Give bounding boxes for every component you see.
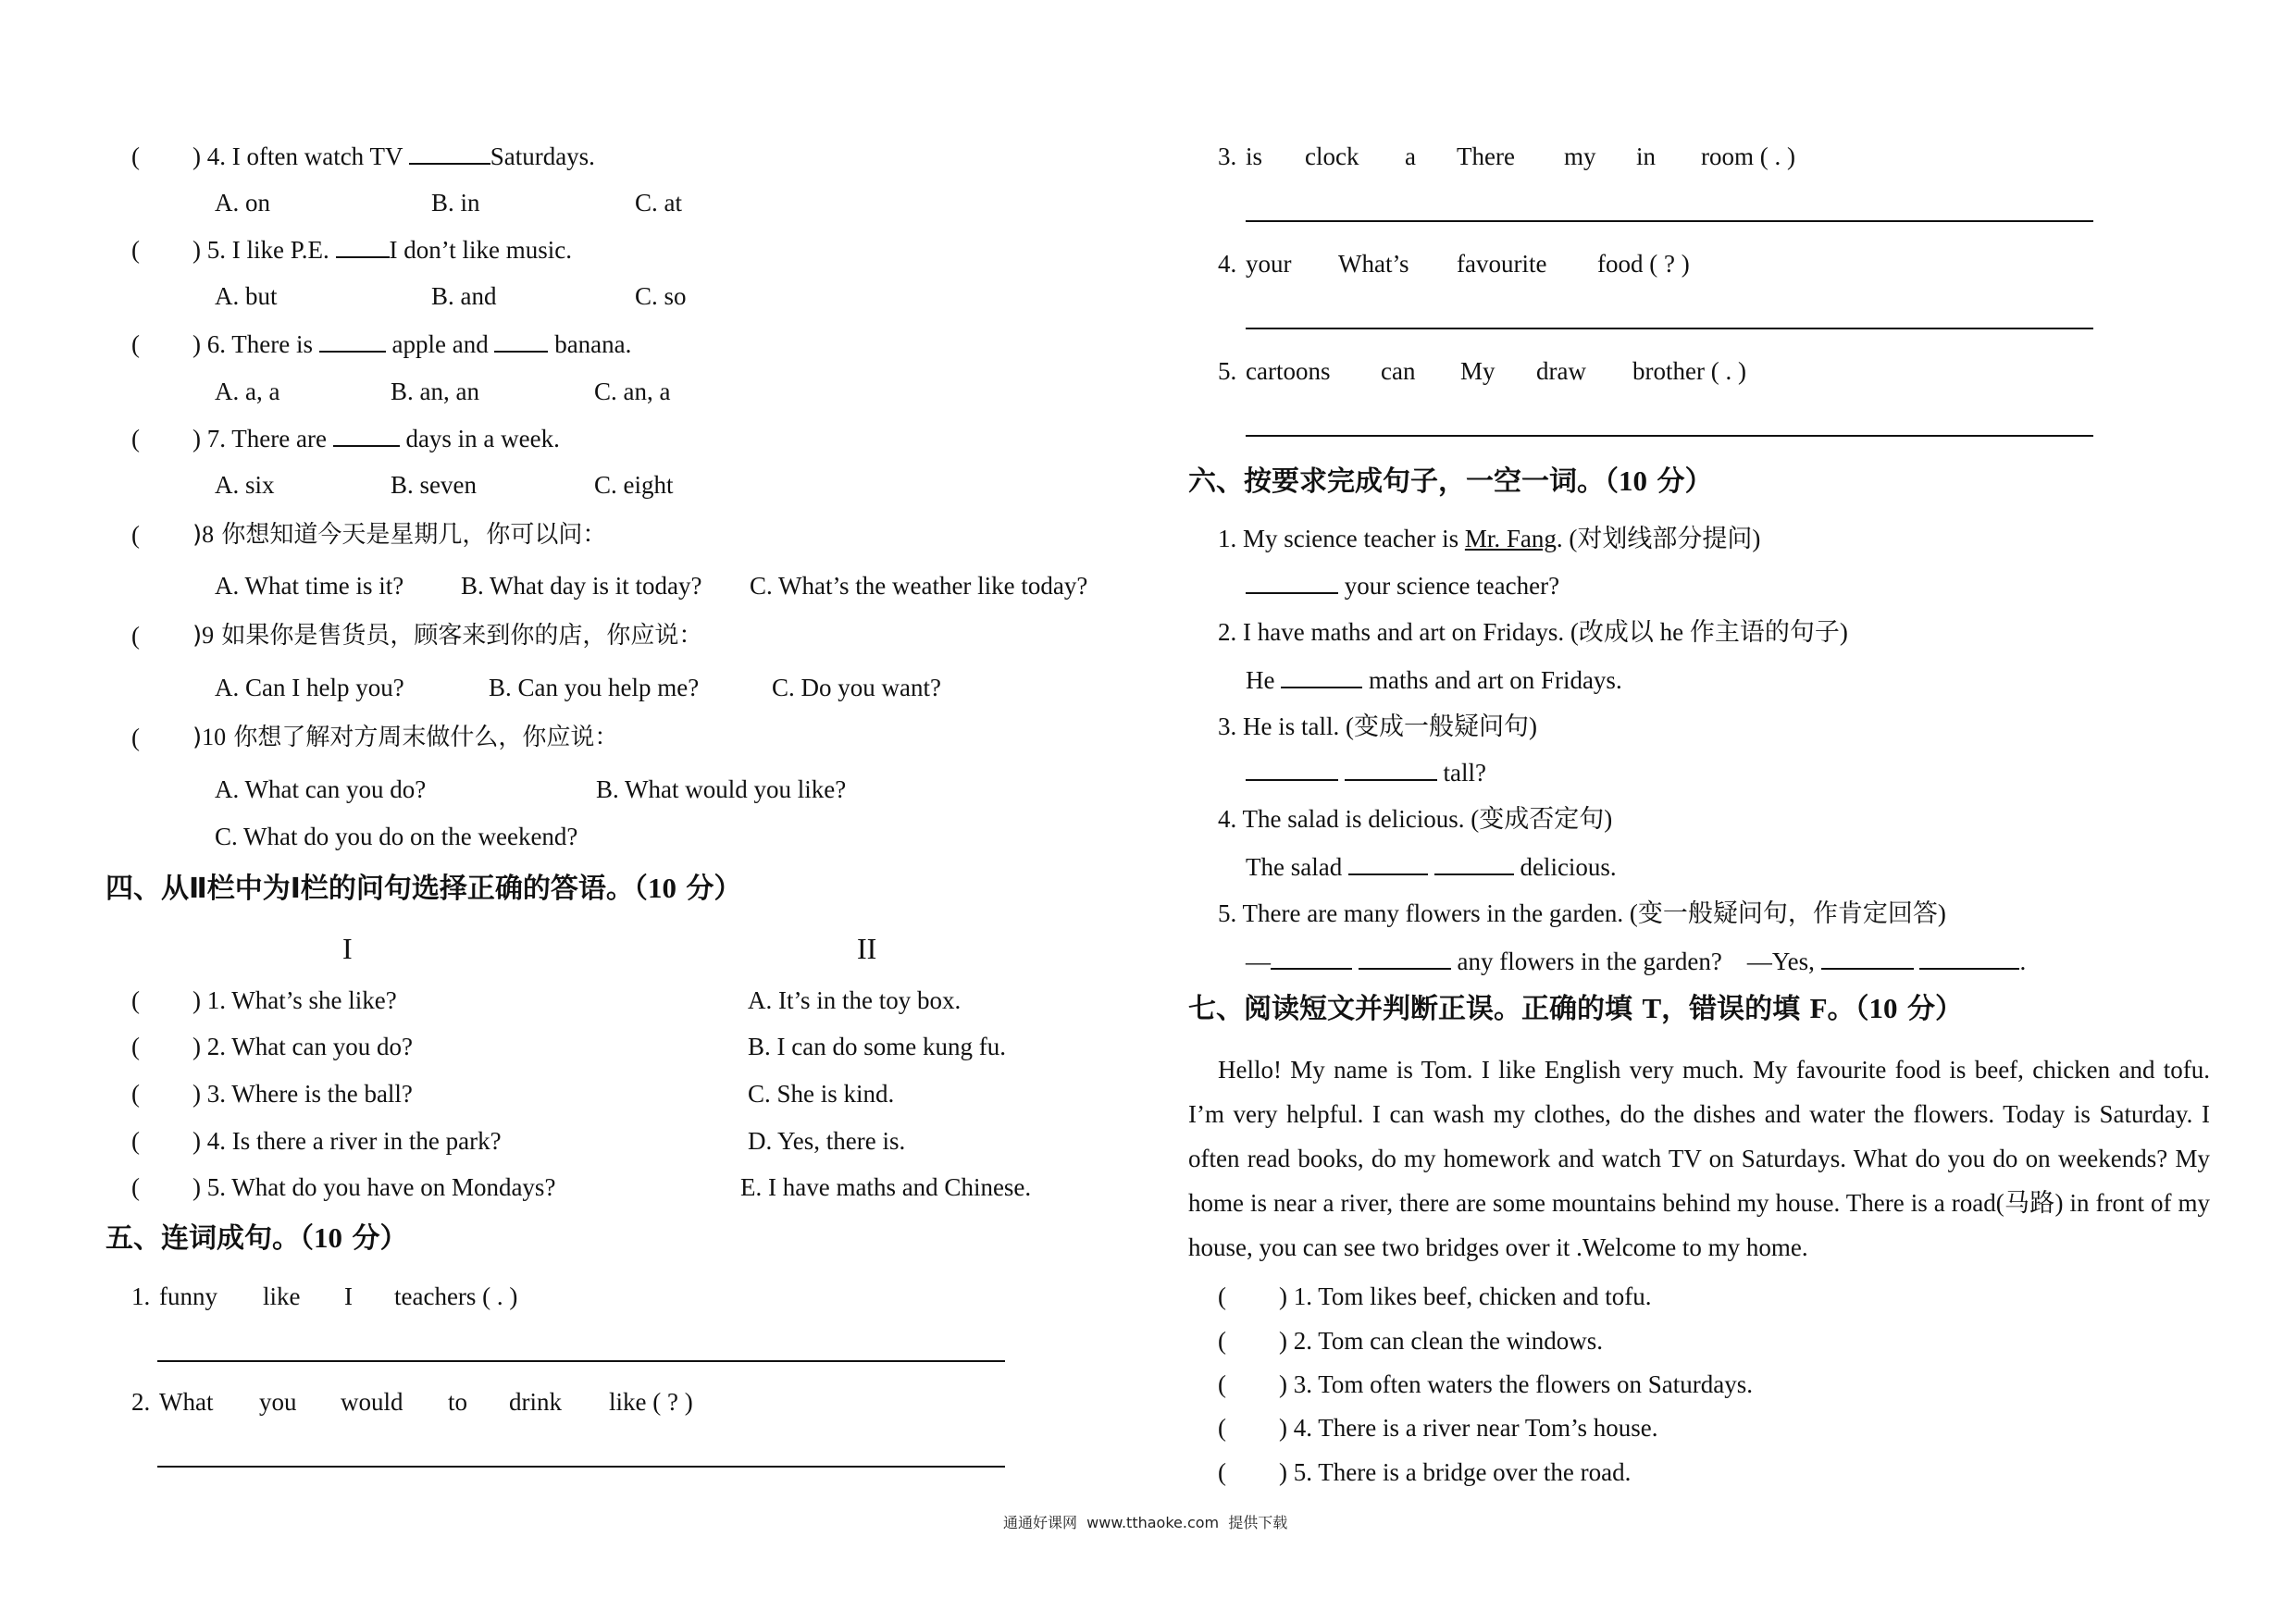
option-c: C. What do you do on the weekend? [215, 823, 578, 850]
rewrite-question-2: 2. I have maths and art on Fridays. (改成以 he 作主语的句子) [1218, 618, 1848, 646]
fill-blank[interactable] [1434, 851, 1514, 875]
fill-blank[interactable] [1281, 664, 1362, 688]
rewrite-question-5: 5. There are many flowers in the garden. (变一般疑问句，作肯定回答) [1218, 899, 1946, 927]
option-c: C. an, a [594, 378, 671, 405]
answer-paren[interactable]: ( [131, 142, 140, 170]
scrambled-word: a [1405, 142, 1416, 170]
rewrite-question-3: 3. He is tall. (变成一般疑问句) [1218, 712, 1537, 740]
underlined-phrase: Mr. Fang [1464, 525, 1557, 552]
scrambled-word: like [263, 1282, 301, 1310]
answer-paren[interactable]: ( [131, 1127, 140, 1155]
rewrite-answer-1: your science teacher? [1246, 570, 1559, 601]
column-i-label: I [342, 932, 353, 965]
option-b: B. an, an [391, 378, 479, 405]
match-question: ) 2. What can you do? [192, 1033, 413, 1060]
fill-blank[interactable] [333, 423, 400, 447]
scrambled-word: in [1636, 142, 1657, 170]
option-c: C. eight [594, 471, 674, 499]
item-number: 4. [1218, 250, 1237, 278]
match-answer: A. It’s in the toy box. [748, 986, 962, 1014]
option-a: A. on [215, 189, 270, 217]
answer-line[interactable] [1246, 435, 2093, 437]
fill-blank[interactable] [1919, 946, 2019, 970]
scrambled-word: your [1246, 250, 1292, 278]
option-c: C. so [635, 282, 687, 310]
option-a: A. What time is it? [215, 572, 404, 600]
scrambled-word: like ( ? ) [609, 1388, 693, 1416]
scrambled-word: favourite [1457, 250, 1547, 278]
answer-paren[interactable]: ( [131, 622, 140, 650]
fill-blank[interactable] [1246, 757, 1338, 781]
fill-blank[interactable] [1246, 570, 1338, 594]
scrambled-word: My [1460, 357, 1496, 385]
true-false-statement: ) 5. There is a bridge over the road. [1279, 1458, 1632, 1486]
section-4-heading: 四、从Ⅱ栏中为Ⅰ栏的问句选择正确的答语。（10 分） [105, 872, 742, 905]
answer-line[interactable] [1246, 328, 2093, 329]
question-8: )8 你想知道今天是星期几，你可以问： [192, 521, 607, 549]
question-4: ) 4. I often watch TV Saturdays. [192, 142, 595, 170]
question-6: ) 6. There is apple and banana. [192, 330, 632, 358]
scrambled-word: I [344, 1282, 353, 1310]
option-b: B. in [431, 189, 480, 217]
section-6-heading: 六、按要求完成句子，一空一词。（10 分） [1188, 465, 1713, 498]
scrambled-word: would [341, 1388, 403, 1416]
scrambled-word: you [259, 1388, 297, 1416]
fill-blank[interactable] [336, 234, 390, 258]
match-answer: D. Yes, there is. [748, 1127, 906, 1155]
true-false-statement: ) 2. Tom can clean the windows. [1279, 1327, 1604, 1355]
question-9: )9 如果你是售货员，顾客来到你的店，你应说： [192, 622, 703, 650]
answer-line[interactable] [157, 1466, 1005, 1468]
scrambled-word: funny [159, 1282, 217, 1310]
match-question: ) 3. Where is the ball? [192, 1080, 413, 1108]
option-a: A. Can I help you? [215, 674, 404, 701]
option-b: B. and [431, 282, 497, 310]
answer-paren[interactable]: ( [131, 1173, 140, 1201]
rewrite-answer-3: tall? [1246, 757, 1486, 788]
option-a: A. a, a [215, 378, 280, 405]
reading-passage: Hello! My name is Tom. I like English very much. My favourite food is beef, chicken and tofu. I’m very helpful. I can wash my clothes, do the dishes and water the flowers. Today is Saturday. I often read books, do my homework and watch TV on Saturdays. What do you do on weekends? My home is near a river, there are some mountains behind my house. There is a road(马路) in front of my house, you can see two bridges over it .Welcome to my home. [1188, 1056, 2210, 1261]
scrambled-word: What [159, 1388, 214, 1416]
match-answer: B. I can do some kung fu. [748, 1033, 1006, 1060]
fill-blank[interactable] [1821, 946, 1914, 970]
answer-paren[interactable]: ( [131, 425, 140, 452]
scrambled-word: to [448, 1388, 468, 1416]
option-a: A. but [215, 282, 278, 310]
answer-paren[interactable]: ( [131, 724, 140, 751]
answer-paren[interactable]: ( [1218, 1327, 1226, 1355]
item-number: 1. [131, 1282, 151, 1310]
item-number: 3. [1218, 142, 1237, 170]
answer-paren[interactable]: ( [1218, 1282, 1226, 1310]
answer-paren[interactable]: ( [1218, 1370, 1226, 1398]
rewrite-answer-5: — any flowers in the garden? —Yes, . [1246, 948, 2027, 975]
fill-blank[interactable] [409, 141, 490, 165]
fill-blank[interactable] [1348, 851, 1428, 875]
true-false-statement: ) 3. Tom often waters the flowers on Saturdays. [1279, 1370, 1753, 1398]
match-question: ) 5. What do you have on Mondays? [192, 1173, 556, 1201]
option-a: A. six [215, 471, 275, 499]
answer-paren[interactable]: ( [131, 330, 140, 358]
item-number: 5. [1218, 357, 1237, 385]
true-false-statement: ) 1. Tom likes beef, chicken and tofu. [1279, 1282, 1652, 1310]
scrambled-word: clock [1305, 142, 1359, 170]
match-answer: C. She is kind. [748, 1080, 895, 1108]
rewrite-answer-2: He maths and art on Fridays. [1246, 666, 1622, 694]
column-ii-label: II [857, 932, 877, 965]
answer-paren[interactable]: ( [131, 521, 140, 549]
scrambled-word: There [1457, 142, 1515, 170]
option-c: C. What’s the weather like today? [750, 572, 1088, 600]
answer-paren[interactable]: ( [131, 1080, 140, 1108]
answer-paren[interactable]: ( [131, 1033, 140, 1060]
option-c: C. at [635, 189, 682, 217]
rewrite-answer-4: The salad delicious. [1246, 853, 1617, 881]
item-number: 2. [131, 1388, 151, 1416]
true-false-statement: ) 4. There is a river near Tom’s house. [1279, 1414, 1658, 1442]
scrambled-word: food ( ? ) [1597, 250, 1690, 278]
option-b: B. Can you help me? [489, 674, 700, 701]
answer-line[interactable] [1246, 220, 2093, 222]
scrambled-word: draw [1536, 357, 1586, 385]
option-b: B. What day is it today? [461, 572, 702, 600]
section-7-heading: 七、阅读短文并判断正误。正确的填 T，错误的填 F。（10 分） [1188, 992, 1963, 1025]
fill-blank[interactable] [1345, 757, 1437, 781]
option-a: A. What can you do? [215, 775, 427, 803]
scrambled-word: cartoons [1246, 357, 1331, 385]
scrambled-word: can [1381, 357, 1416, 385]
scrambled-word: my [1564, 142, 1596, 170]
fill-blank[interactable] [1271, 946, 1352, 970]
section-5-heading: 五、连词成句。（10 分） [105, 1221, 408, 1255]
match-question: ) 4. Is there a river in the park? [192, 1127, 502, 1155]
option-b: B. seven [391, 471, 477, 499]
scrambled-word: room ( . ) [1701, 142, 1795, 170]
answer-paren[interactable]: ( [131, 236, 140, 264]
scrambled-word: What’s [1338, 250, 1409, 278]
scrambled-word: drink [509, 1388, 562, 1416]
fill-blank[interactable] [494, 328, 548, 353]
question-10: )10 你想了解对方周末做什么，你应说： [192, 724, 619, 751]
question-5: ) 5. I like P.E. I don’t like music. [192, 236, 572, 264]
rewrite-question-1: 1. My science teacher is Mr. Fang. (对划线部分提问) [1218, 525, 1761, 552]
fill-blank[interactable] [1359, 946, 1451, 970]
fill-blank[interactable] [319, 328, 386, 353]
rewrite-question-4: 4. The salad is delicious. (变成否定句) [1218, 805, 1613, 833]
scrambled-word: teachers ( . ) [394, 1282, 518, 1310]
answer-paren[interactable]: ( [131, 986, 140, 1014]
scrambled-word: is [1246, 142, 1263, 170]
scrambled-word: brother ( . ) [1632, 357, 1746, 385]
answer-paren[interactable]: ( [1218, 1414, 1226, 1442]
answer-line[interactable] [157, 1360, 1005, 1362]
question-7: ) 7. There are days in a week. [192, 425, 560, 452]
answer-paren[interactable]: ( [1218, 1458, 1226, 1486]
option-b: B. What would you like? [596, 775, 847, 803]
option-c: C. Do you want? [772, 674, 941, 701]
match-question: ) 1. What’s she like? [192, 986, 397, 1014]
page-footer: 通通好课网 www.tthaoke.com 提供下载 [1003, 1514, 1288, 1531]
match-answer: E. I have maths and Chinese. [740, 1173, 1032, 1201]
